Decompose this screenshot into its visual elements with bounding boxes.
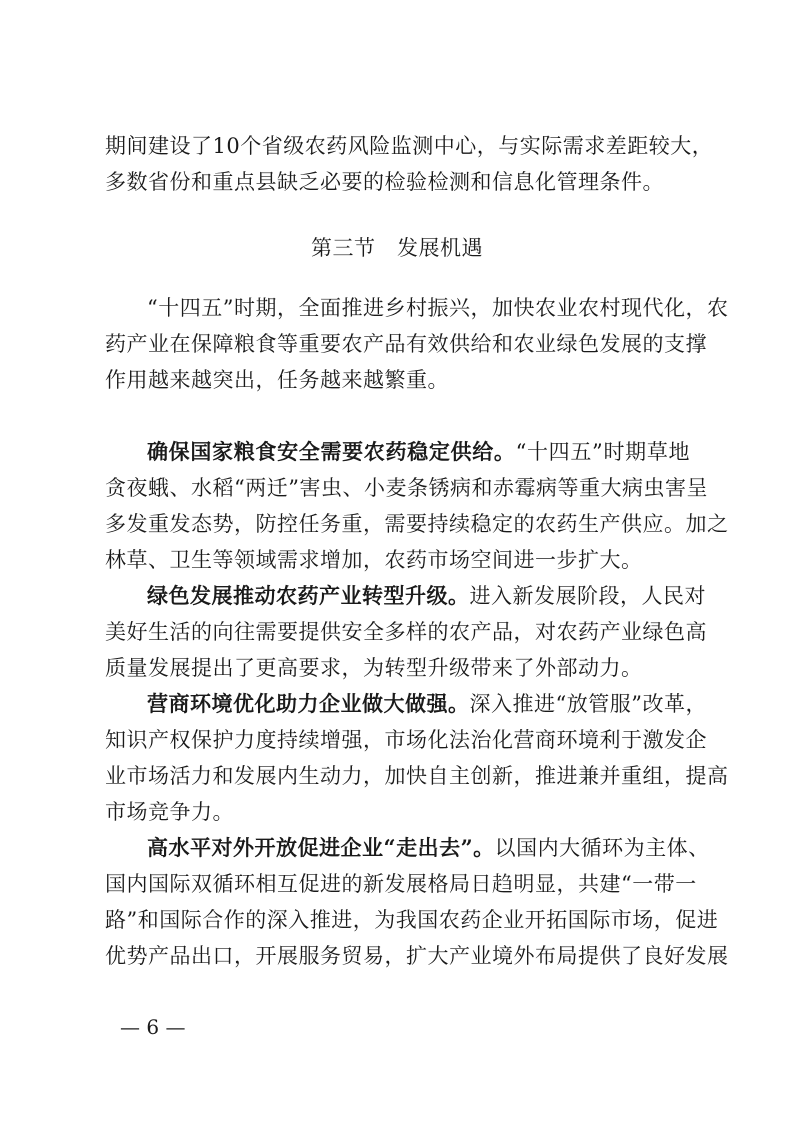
paragraph-first-line xyxy=(105,578,706,614)
paragraph-line: 期间建设了10个省级农药风险监测中心，与实际需求差距较大， xyxy=(105,134,714,158)
opportunity-paragraph-business-environment xyxy=(105,686,729,830)
paragraph-first-rest: “十四五”时期草地 xyxy=(515,440,690,464)
page-number: — 6 — xyxy=(120,1015,186,1039)
paragraph-line: 路”和国际合作的深入推进，为我国农药企业开拓国际市场，促进 xyxy=(105,908,719,932)
paragraph-lead: 确保国家粮食安全需要农药稳定供给。 xyxy=(147,439,516,464)
opportunity-paragraph-opening-up xyxy=(105,830,729,974)
opportunity-paragraph-green-development xyxy=(105,578,707,686)
paragraph-lead: 绿色发展推动农药产业转型升级。 xyxy=(147,583,470,608)
continuation-paragraph xyxy=(105,128,714,200)
paragraph-line: 优势产品出口，开展服务贸易，扩大产业境外布局提供了良好发展 xyxy=(105,944,729,968)
paragraph-first-line xyxy=(105,434,690,470)
paragraph-line: 知识产权保护力度持续增强，市场化法治化营商环境利于激发企 xyxy=(105,728,707,752)
paragraph-line: 多数省份和重点县缺乏必要的检验检测和信息化管理条件。 xyxy=(105,170,664,194)
section-heading: 第三节 发展机遇 xyxy=(311,236,483,260)
paragraph-line: 林草、卫生等领域需求增加，农药市场空间进一步扩大。 xyxy=(105,548,643,572)
paragraph-first-line xyxy=(105,686,707,722)
paragraph-line: 质量发展提出了更高要求，为转型升级带来了外部动力。 xyxy=(105,656,643,680)
paragraph-line: 作用越来越突出，任务越来越繁重。 xyxy=(105,368,449,392)
paragraph-line: “十四五”时期，全面推进乡村振兴，加快农业农村现代化，农 xyxy=(147,296,729,320)
paragraph-first-line xyxy=(105,830,710,866)
paragraph-line: 业市场活力和发展内生动力，加快自主创新，推进兼并重组，提高 xyxy=(105,764,729,788)
paragraph-line: 多发重发态势，防控任务重，需要持续稳定的农药生产供应。加之 xyxy=(105,512,729,536)
paragraph-first-rest: 进入新发展阶段，人民对 xyxy=(469,584,706,608)
paragraph-first-rest: 以国内大循环为主体、 xyxy=(494,836,710,860)
paragraph-line: 药产业在保障粮食等重要农产品有效供给和农业绿色发展的支撑 xyxy=(105,332,707,356)
paragraph-line: 国内国际双循环相互促进的新发展格局日趋明显，共建“一带一 xyxy=(105,872,697,896)
paragraph-line: 市场竞争力。 xyxy=(105,800,234,824)
paragraph-line: 美好生活的向往需要提供安全多样的农产品，对农药产业绿色高 xyxy=(105,620,707,644)
opportunity-paragraph-grain-security xyxy=(105,434,729,578)
paragraph-lead: 营商环境优化助力企业做大做强。 xyxy=(147,691,470,716)
paragraph-first-rest: 深入推进“放管服”改革， xyxy=(469,692,707,716)
intro-paragraph xyxy=(105,290,729,398)
paragraph-line: 贪夜蛾、水稻“两迁”害虫、小麦条锈病和赤霉病等重大病虫害呈 xyxy=(105,476,708,500)
paragraph-lead: 高水平对外开放促进企业“走出去”。 xyxy=(147,835,495,860)
